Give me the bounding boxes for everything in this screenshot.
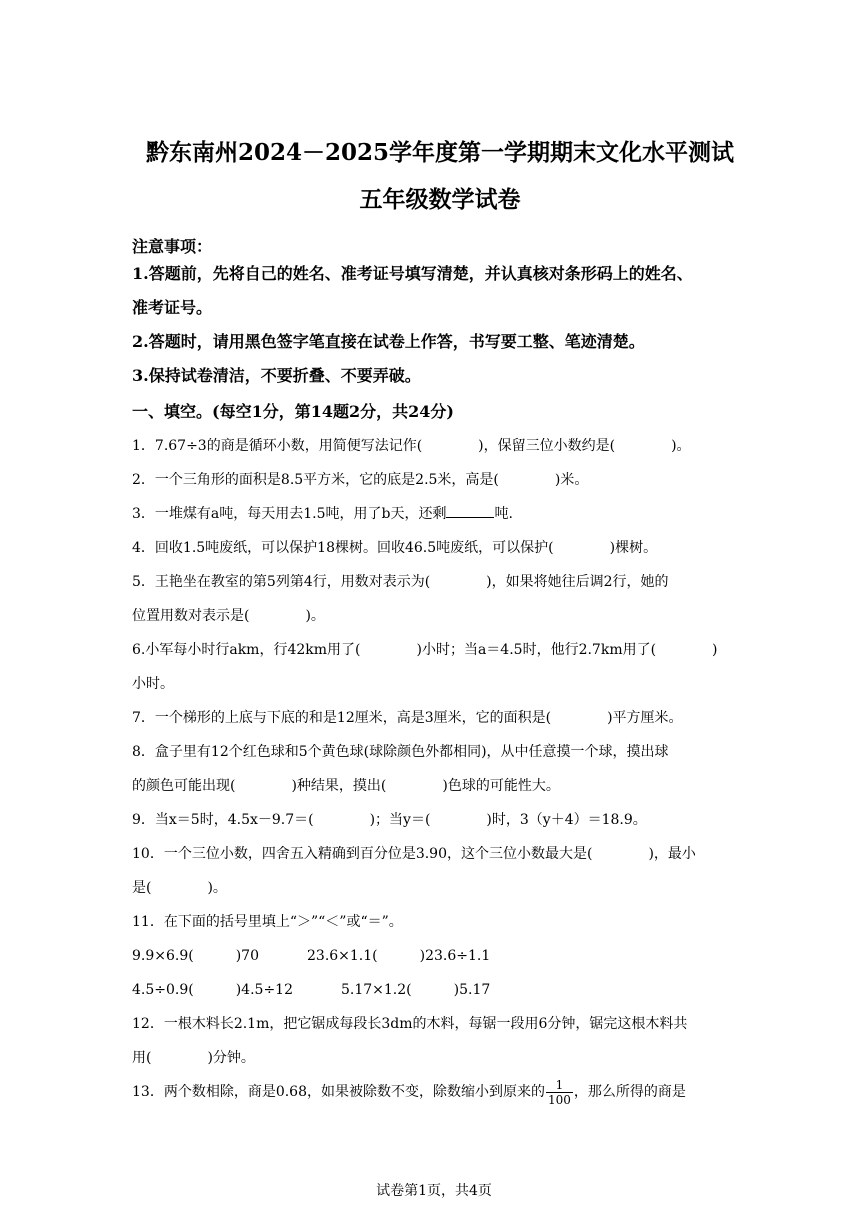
compare-item: 5.17×1.2( )5.17 (341, 982, 491, 998)
note-item: 准考证号。 (132, 298, 213, 317)
notes-list (132, 257, 748, 393)
question-10-line2: 是( )。 (132, 880, 227, 896)
question-2: 2．一个三角形的面积是8.5平方米，它的底是2.5米，高是( )米。 (132, 472, 589, 488)
fraction (546, 1078, 573, 1107)
question-6-line2: 小时。 (132, 676, 174, 692)
note-item: 1.答题前，先将自己的姓名、准考证号填写清楚，并认真核对条形码上的姓名、 (132, 264, 693, 283)
question-10-line1: 10．一个三位小数，四舍五入精确到百分位是3.90，这个三位小数最大是( )，最小 (132, 846, 696, 862)
question-3-unit: 吨. (494, 506, 513, 522)
note-item: 3.保持试卷清洁，不要折叠、不要弄破。 (132, 366, 421, 385)
note-item: 2.答题时，请用黑色签字笔直接在试卷上作答，书写要工整、笔迹清楚。 (132, 332, 645, 351)
question-8-line1: 8．盒子里有12个红色球和5个黄色球(球除颜色外都相同)，从中任意摸一个球，摸出球 (132, 744, 669, 760)
question-6-line1: 6.小军每小时行akm，行42km用了( )小时；当a＝4.5时，他行2.7km用了( ) (132, 642, 718, 658)
compare-item: 4.5÷0.9( )4.5÷12 (132, 982, 293, 998)
answer-underline (446, 503, 494, 518)
question-13 (132, 1075, 748, 1109)
question-1: 1．7.67÷3的商是循环小数，用简便写法记作( )，保留三位小数约是( )。 (132, 438, 691, 454)
question-4: 4．回收1.5吨废纸，可以保护18棵树。回收46.5吨废纸，可以保护( )棵树。 (132, 540, 658, 556)
exam-subtitle: 五年级数学试卷 (359, 186, 521, 213)
compare-item: 23.6×1.1( )23.6÷1.1 (307, 948, 491, 964)
fraction-denominator: 100 (548, 1092, 571, 1107)
fraction-numerator: 1 (546, 1078, 573, 1093)
exam-title: 黔东南州2024－2025学年度第一学期期末文化水平测试 (145, 139, 735, 166)
question-11-row2 (132, 973, 748, 1007)
question-9: 9．当x＝5时，4.5x－9.7＝( )；当y＝( )时，3（y＋4）＝18.9。 (132, 812, 647, 828)
section-heading: 一、填空。(每空1分，第14题2分，共24分) (132, 402, 454, 421)
notes-heading: 注意事项： (132, 237, 213, 256)
question-3 (132, 497, 748, 531)
question-12-line1: 12．一根木料长2.1m，把它锯成每段长3dm的木料，每锯一段用6分钟，锯完这根木料共 (132, 1016, 688, 1032)
question-11-row1 (132, 939, 748, 973)
question-5-line2: 位置用数对表示是( )。 (132, 608, 325, 624)
question-13-text: 13．两个数相除，商是0.68，如果被除数不变，除数缩小到原来的 (132, 1084, 545, 1100)
question-12-line2: 用( )分钟。 (132, 1050, 255, 1066)
question-5-line1: 5．王艳坐在教室的第5列第4行，用数对表示为( )，如果将她往后调2行，她的 (132, 574, 669, 590)
question-8-line2: 的颜色可能出现( )种结果，摸出( )色球的可能性大。 (132, 778, 560, 794)
question-13-tail: ，那么所得的商是 (573, 1084, 686, 1100)
page-footer: 试卷第1页，共4页 (376, 1183, 492, 1199)
question-11: 11．在下面的括号里填上“＞”“＜”或“＝”。 (132, 914, 403, 930)
question-7: 7．一个梯形的上底与下底的和是12厘米，高是3厘米，它的面积是( )平方厘米。 (132, 710, 683, 726)
compare-item: 9.9×6.9( )70 (132, 948, 259, 964)
question-3-text: 3．一堆煤有a吨，每天用去1.5吨，用了b天，还剩 (132, 506, 447, 522)
question-list (132, 429, 748, 1109)
